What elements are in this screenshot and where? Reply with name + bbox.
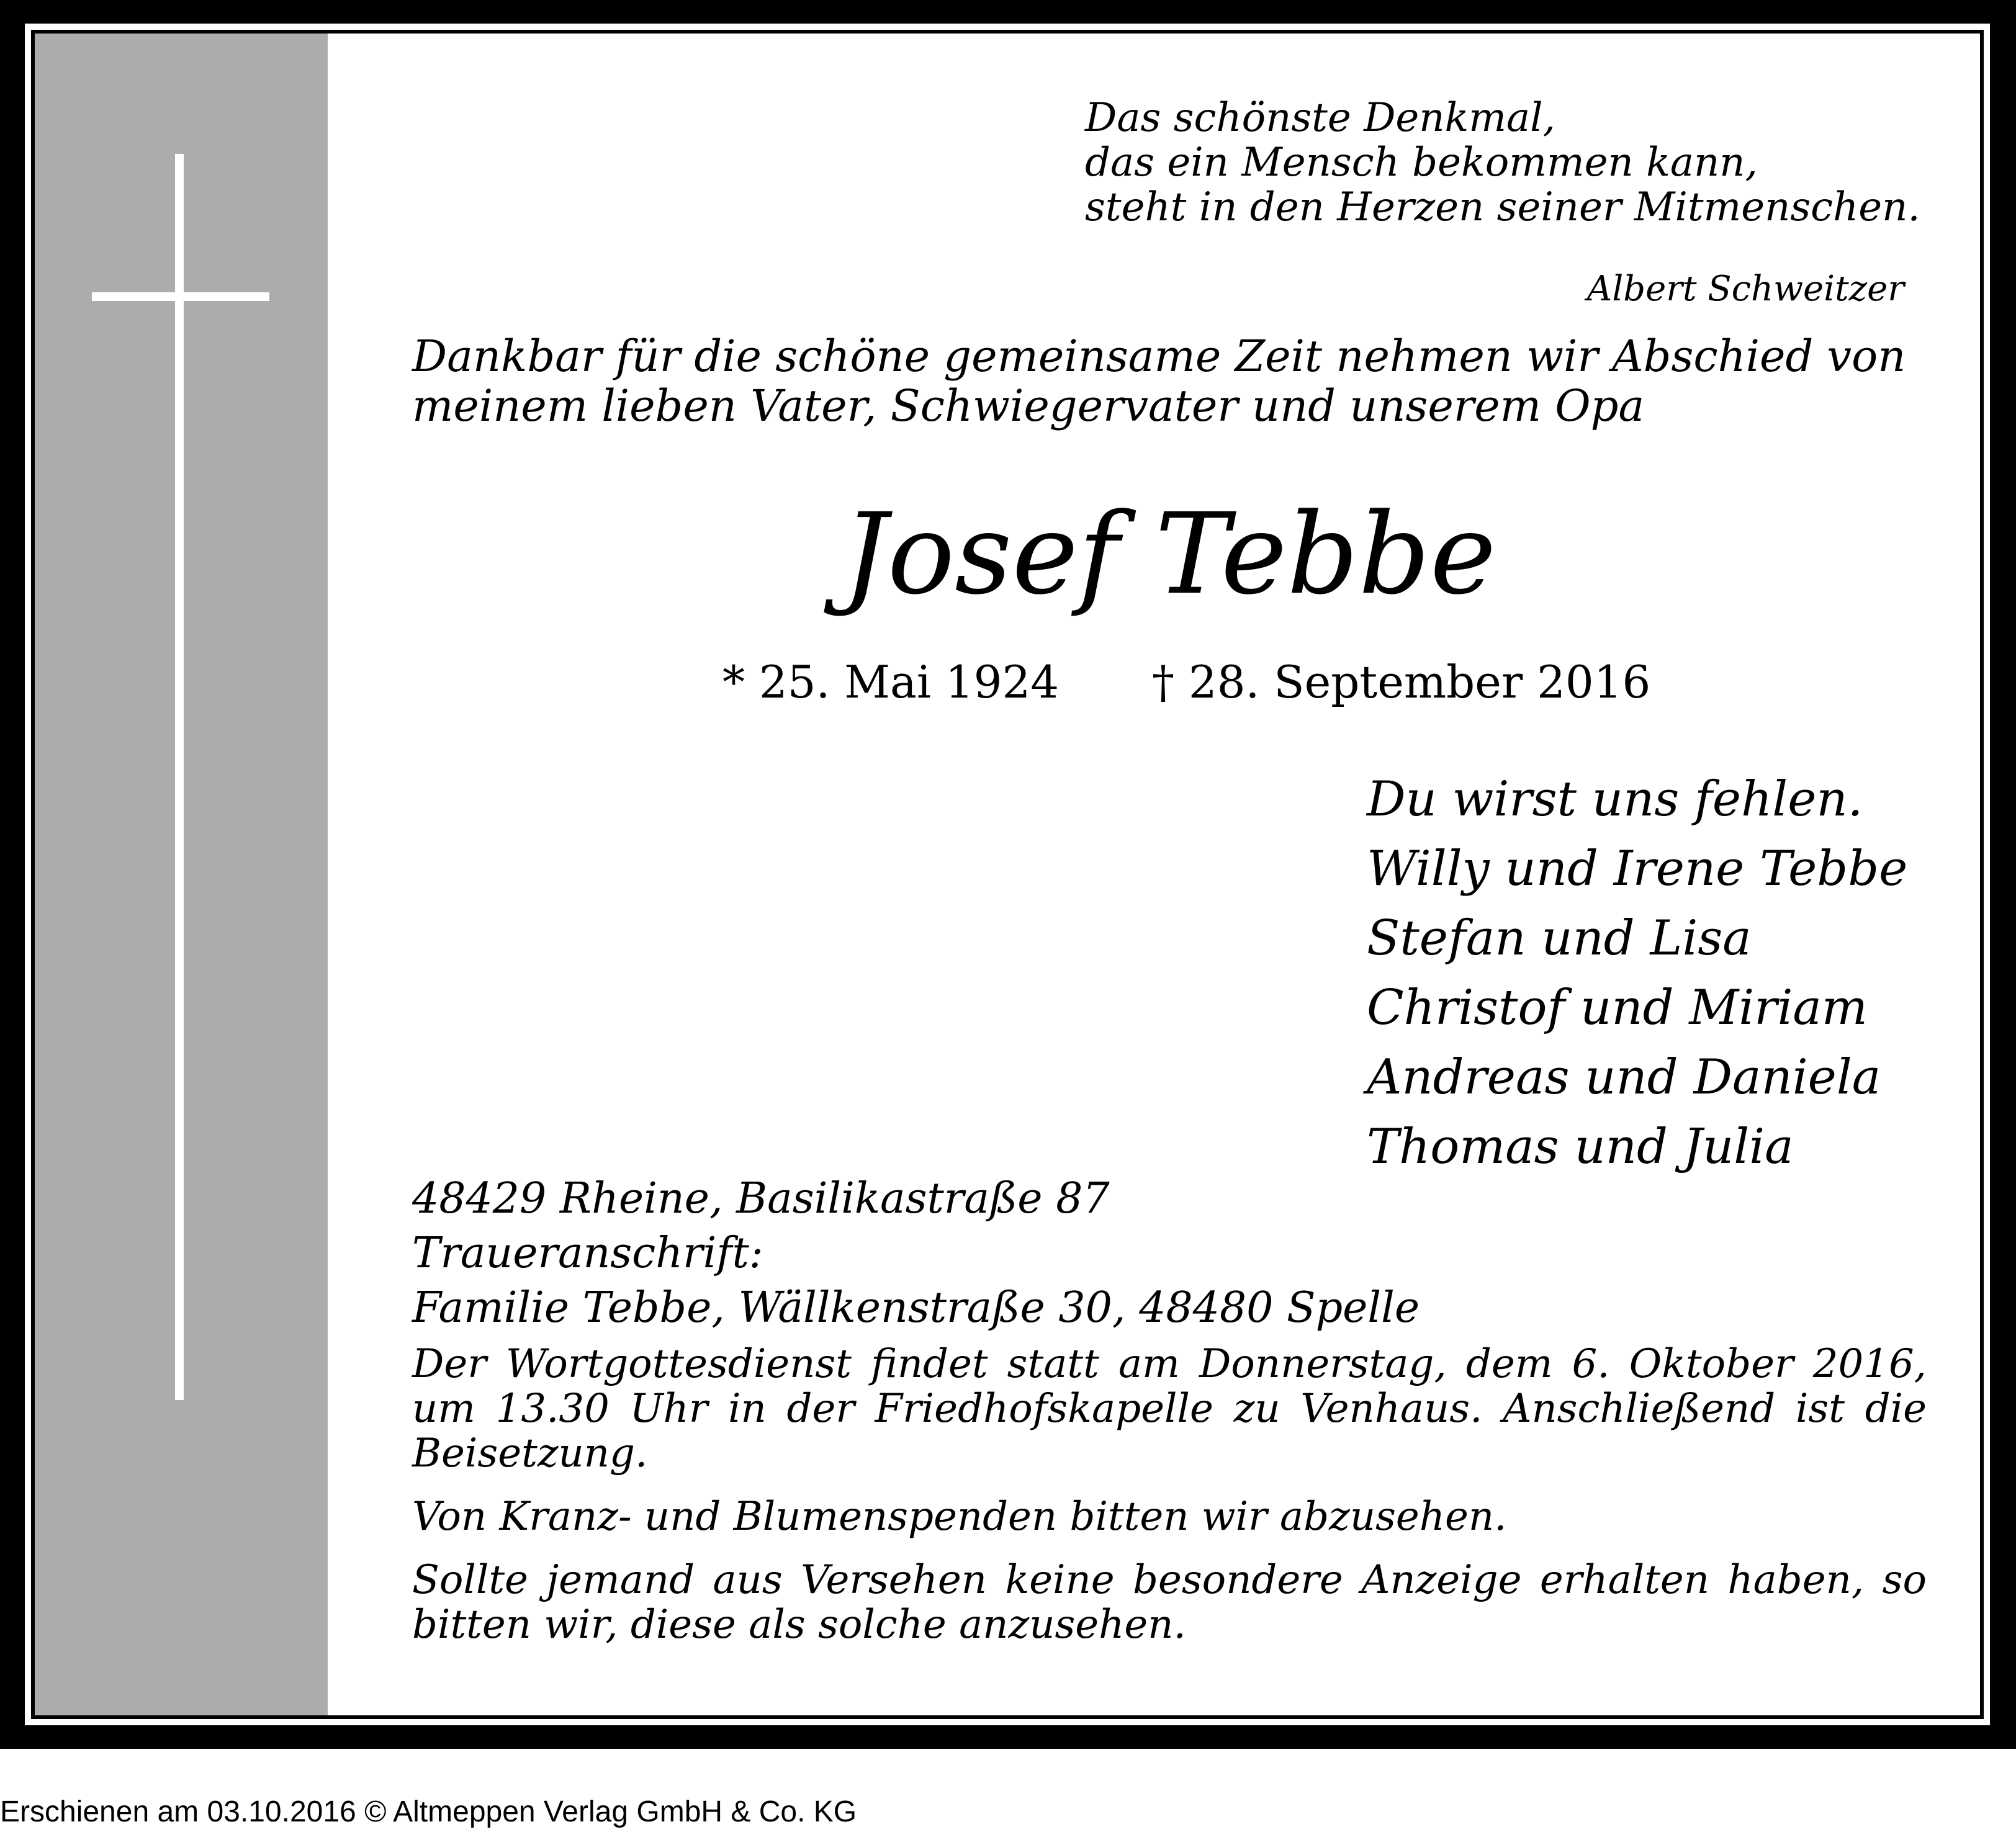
publication-credit: Erschienen am 03.10.2016 © Altmeppen Verlag GmbH & Co. KG (0, 1795, 857, 1828)
birth-date: * 25. Mai 1924 (722, 656, 1060, 708)
service-paragraph: Von Kranz- und Blumenspenden bitten wir abzusehen. (412, 1494, 1507, 1540)
death-date: † 28. September 2016 (1152, 656, 1651, 708)
mourners-line: Willy und Irene Tebbe (1367, 841, 1908, 897)
service-info (412, 1342, 1927, 1666)
intro-text (412, 331, 1927, 431)
address-line: Traueranschrift: (412, 1229, 763, 1278)
mourners-line: Thomas und Julia (1367, 1119, 1794, 1175)
life-dates (722, 654, 1654, 710)
mourners-line: Du wirst uns fehlen. (1367, 771, 1863, 827)
obituary-notice (31, 30, 1984, 1719)
cross-icon-bar (92, 292, 269, 301)
quote-author: Albert Schweitzer (1586, 269, 1904, 309)
mourners-line: Stefan und Lisa (1367, 910, 1752, 966)
quote-line: Das schönste Denkmal, (1085, 95, 1555, 141)
quote (1085, 96, 1942, 230)
address-block (412, 1172, 1927, 1336)
intro-line: Dankbar für die schöne gemeinsame Zeit nehmen wir Abschied von (412, 331, 1906, 382)
deceased-name: Josef Tebbe (842, 490, 1496, 619)
cross-icon (175, 154, 184, 1400)
quote-line: das ein Mensch bekommen kann, (1085, 140, 1758, 186)
service-paragraph: Sollte jemand aus Versehen keine besondere Anzeige erhalten haben, so bitten wir, diese als solche anzusehen. (412, 1557, 1927, 1648)
address-line: 48429 Rheine, Basilikastraße 87 (412, 1174, 1110, 1223)
address-line: Familie Tebbe, Wällkenstraße 30, 48480 Spelle (412, 1283, 1420, 1332)
mourners-list (1367, 765, 1938, 1182)
service-paragraph: Der Wortgottesdienst findet statt am Donnerstag, dem 6. Oktober 2016, um 13.30 Uhr in der Friedhofskapelle zu Venhaus. Anschließend ist die Beisetzung. (412, 1341, 1927, 1476)
intro-line: meinem lieben Vater, Schwiegervater und unserem Opa (412, 380, 1645, 431)
mourners-line: Andreas und Daniela (1367, 1049, 1881, 1105)
mourners-line: Christof und Miriam (1367, 980, 1868, 1036)
quote-line: steht in den Herzen seiner Mitmenschen. (1085, 184, 1920, 230)
side-band (35, 34, 328, 1715)
